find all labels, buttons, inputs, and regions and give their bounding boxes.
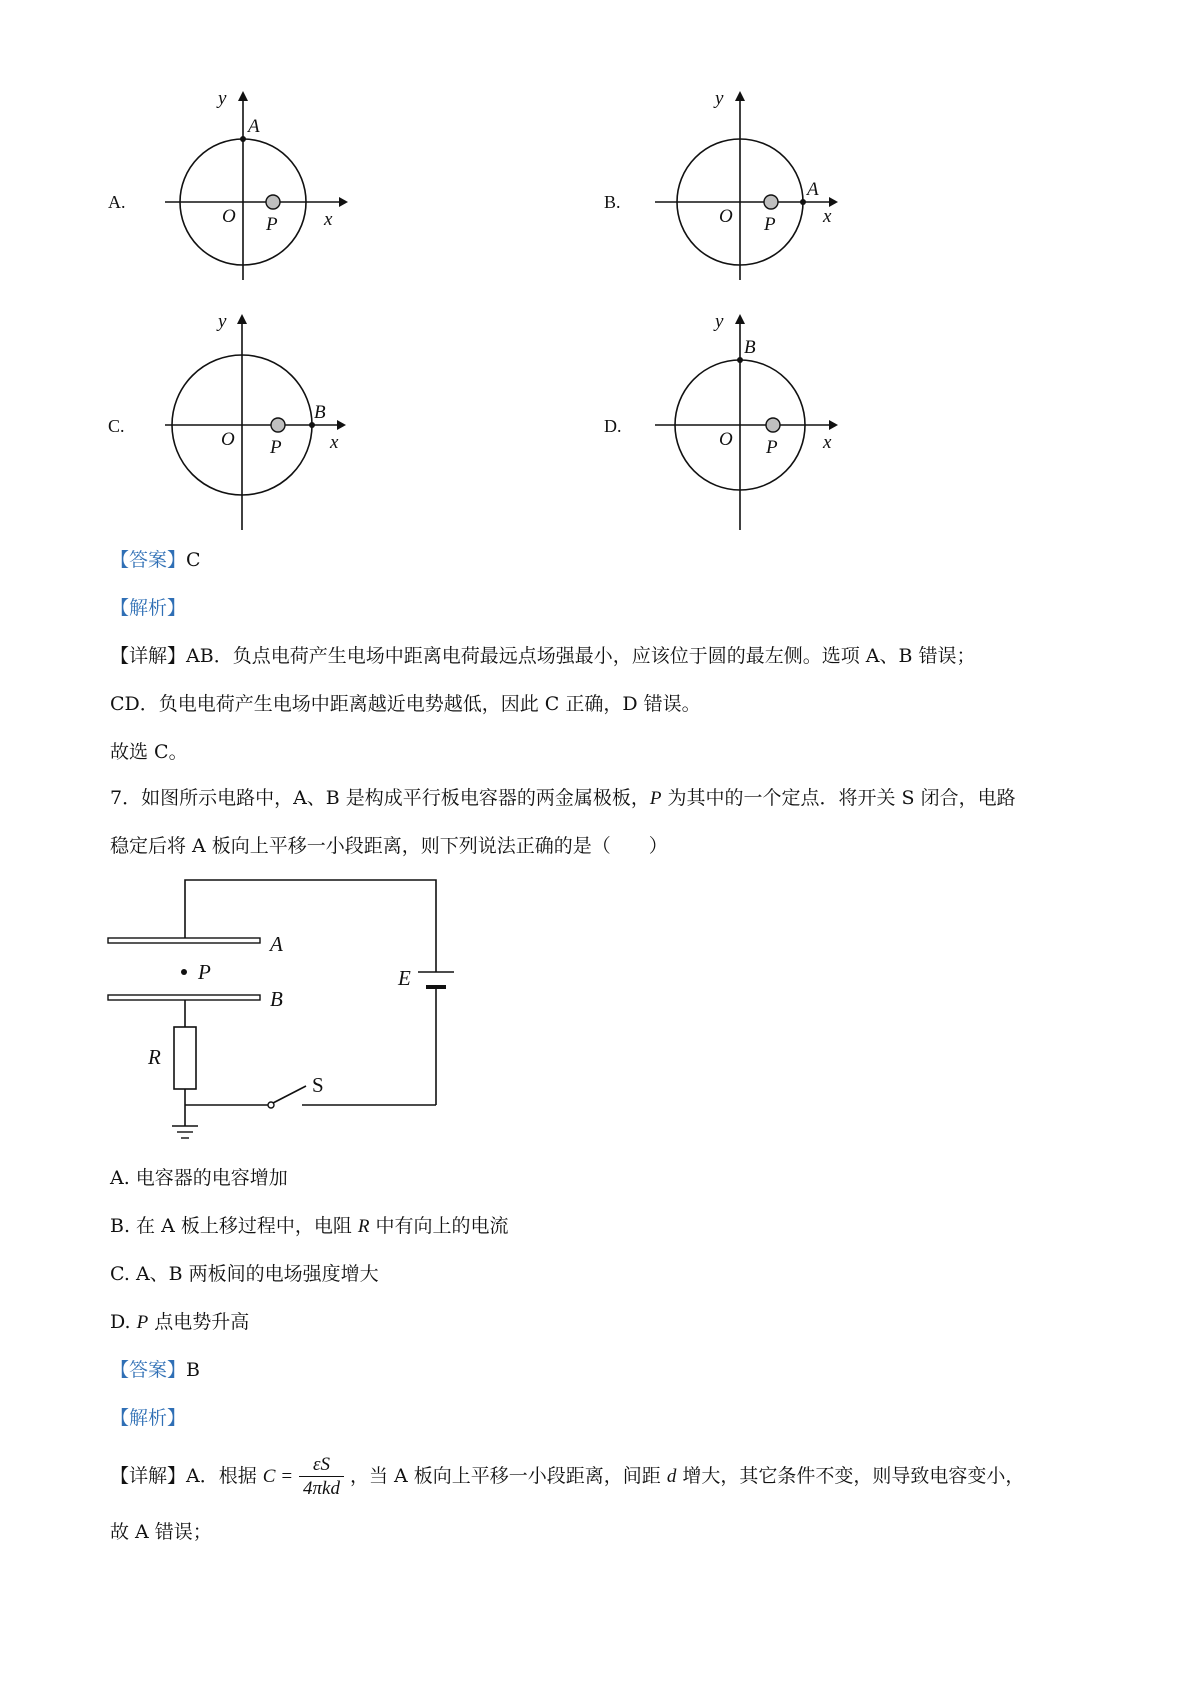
option-d-diagram — [640, 308, 840, 536]
switch-label: S — [312, 1073, 324, 1097]
detail-tag: 【详解】 — [110, 645, 187, 667]
q7-stem-line-2: 稳定后将 A 板向上平移一小段距离，则下列说法正确的是（ ） — [110, 835, 668, 857]
resistor-label: R — [148, 1045, 161, 1069]
answer-tag: 【答案】 — [110, 549, 187, 571]
q6-answer-line — [110, 548, 201, 572]
svg-text:O: O — [719, 429, 733, 450]
emf-label: E — [398, 966, 411, 990]
svg-text:B: B — [314, 402, 326, 423]
p-label: P — [266, 214, 278, 235]
option-letter-d: D. — [604, 416, 622, 436]
svg-text:P: P — [270, 437, 282, 458]
option-b-diagram — [640, 85, 840, 285]
svg-text:P: P — [766, 437, 778, 458]
answer-value: C — [186, 549, 201, 571]
option-letter-a: A. — [108, 192, 126, 212]
q6-detail-line-3: 故选 C。 — [110, 741, 188, 763]
q6-analysis-line — [110, 596, 186, 620]
svg-text:x: x — [823, 206, 832, 227]
q7-answer-line: 【答案】B — [110, 1359, 200, 1381]
point-p-label: P — [198, 960, 211, 984]
x-label: x — [324, 209, 333, 230]
option-c-diagram — [150, 308, 350, 536]
q7-choice-c: C. A、B 两板间的电场强度增大 — [110, 1263, 379, 1285]
svg-text:y: y — [715, 311, 724, 332]
capacitance-formula: $\frac{\varepsilon S}{\text{4πkd}}$ — [299, 1454, 344, 1501]
svg-text:y: y — [218, 311, 227, 332]
svg-text:y: y — [715, 88, 724, 109]
q7-detail-line-1: 【详解】A．根据 C = $\frac{\varepsilon S}{\text{4πkd}}$ ，当 A 板向上平移一小段距离，间距 d 增大，其它条件不变，则导致电容变小， — [110, 1453, 1025, 1499]
plate-b-label: B — [270, 987, 283, 1011]
q7-detail-line-2: 故 A 错误； — [110, 1521, 212, 1543]
svg-text:B: B — [744, 337, 756, 358]
q7-choice-d: D. P 点电势升高 — [110, 1311, 250, 1333]
y-label: y — [218, 88, 227, 109]
svg-text:O: O — [719, 206, 733, 227]
svg-text:O: O — [221, 429, 235, 450]
q7-choice-b: B. 在 A 板上移过程中，电阻 R 中有向上的电流 — [110, 1215, 509, 1237]
q6-detail-line-2: CD．负电电荷产生电场中距离越近电势越低，因此 C 正确，D 错误。 — [110, 693, 701, 715]
formula-lhs: C = — [262, 1466, 294, 1487]
circuit-diagram — [100, 875, 470, 1145]
svg-text:P: P — [764, 214, 776, 235]
svg-text:A: A — [807, 179, 819, 200]
q6-detail-line-1 — [110, 644, 975, 668]
analysis-tag: 【解析】 — [110, 597, 187, 619]
option-a-diagram — [150, 85, 350, 285]
option-letter-c: C. — [108, 416, 125, 436]
point-label: A — [248, 116, 260, 137]
svg-text:x: x — [823, 432, 832, 453]
svg-text:x: x — [330, 432, 339, 453]
option-letter-b: B. — [604, 192, 621, 212]
detail-text: AB．负点电荷产生电场中距离电荷最远点场强最小，应该位于圆的最左侧。选项 A、B 错误； — [186, 645, 976, 667]
plate-a-label: A — [270, 932, 283, 956]
q7-stem-line-1: 7．如图所示电路中，A、B 是构成平行板电容器的两金属极板，P 为其中的一个定点．将开关 S 闭合，电路 — [110, 787, 1016, 809]
origin-label: O — [222, 206, 236, 227]
q7-analysis-line: 【解析】 — [110, 1407, 187, 1429]
q7-choice-a: A. 电容器的电容增加 — [110, 1167, 288, 1189]
